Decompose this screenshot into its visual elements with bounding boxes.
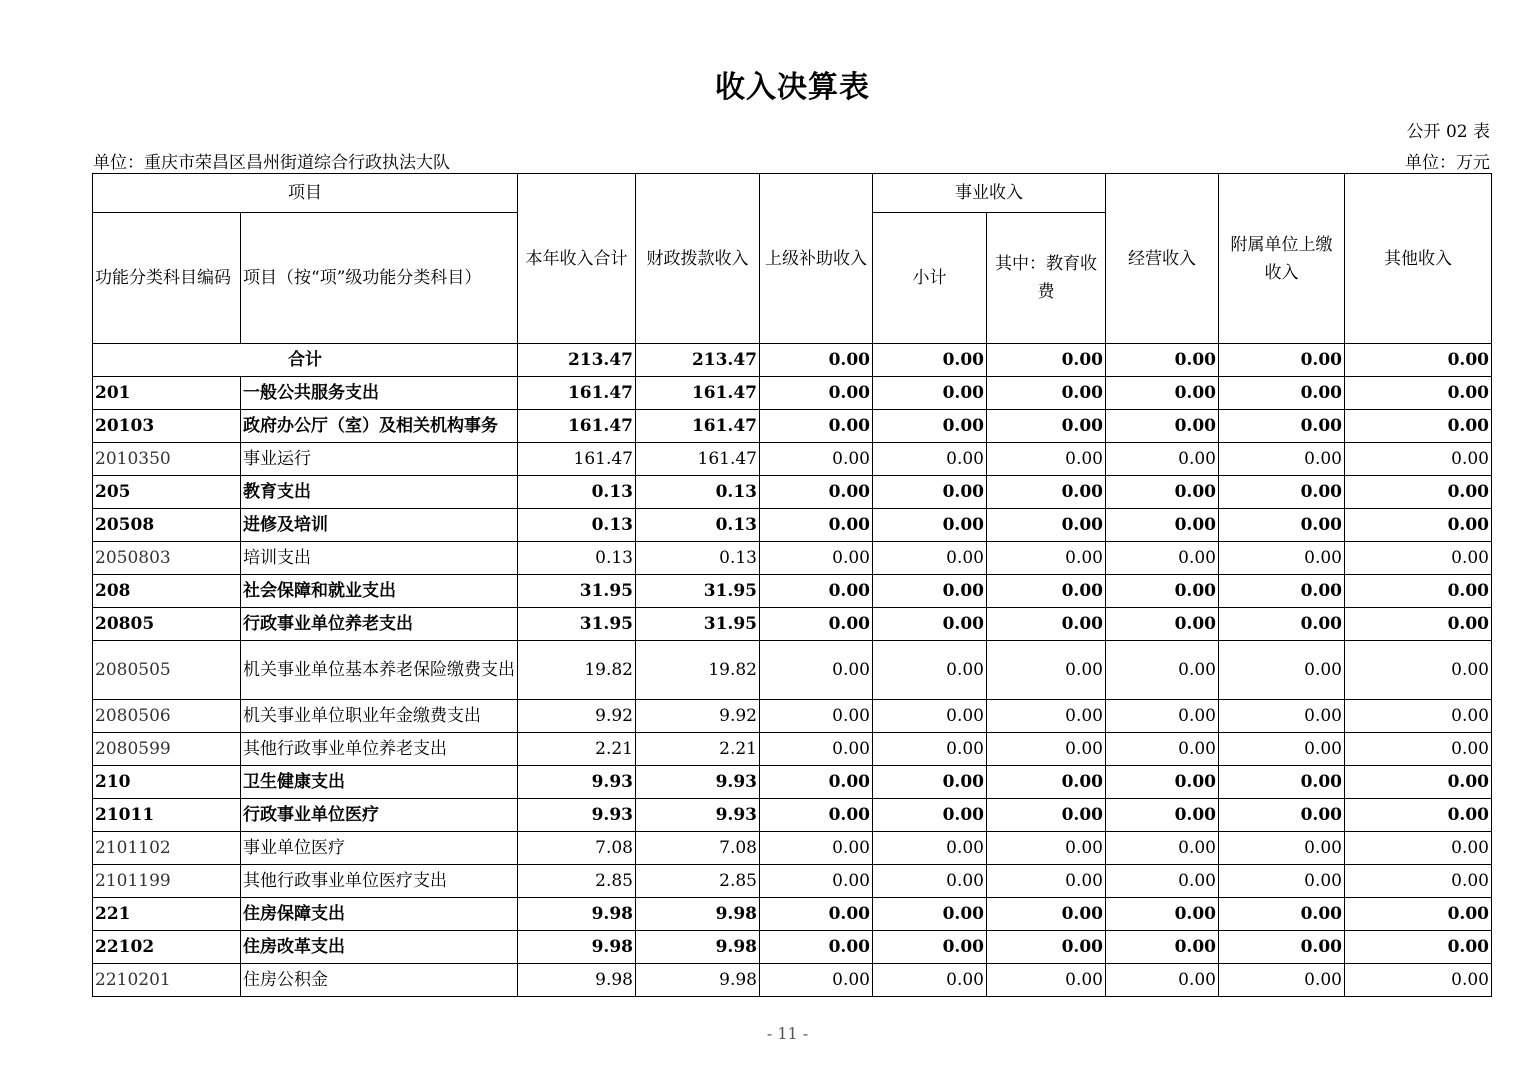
row-value: 0.00 — [1106, 865, 1219, 898]
row-value: 0.00 — [987, 377, 1106, 410]
row-value: 0.00 — [1345, 733, 1492, 766]
row-value: 9.93 — [636, 799, 760, 832]
row-value: 161.47 — [518, 377, 636, 410]
row-value: 0.13 — [518, 476, 636, 509]
table-row — [93, 733, 1492, 766]
row-value: 0.00 — [1219, 641, 1345, 700]
row-value: 9.98 — [636, 964, 760, 997]
row-value: 0.00 — [1106, 575, 1219, 608]
row-value: 0.00 — [760, 608, 873, 641]
row-value: 0.00 — [760, 766, 873, 799]
row-value: 0.00 — [873, 700, 987, 733]
row-value: 0.00 — [1106, 509, 1219, 542]
header-fiscal: 财政拨款收入 — [636, 174, 760, 344]
row-value: 31.95 — [636, 575, 760, 608]
row-value: 0.00 — [873, 542, 987, 575]
row-value: 0.00 — [1345, 931, 1492, 964]
header-project: 项目 — [93, 174, 518, 213]
row-value: 0.00 — [1219, 509, 1345, 542]
row-value: 2.21 — [518, 733, 636, 766]
row-code: 2101102 — [93, 832, 241, 865]
row-value: 0.00 — [987, 964, 1106, 997]
row-value: 2.21 — [636, 733, 760, 766]
row-value: 0.00 — [760, 799, 873, 832]
row-value: 0.00 — [760, 575, 873, 608]
row-value: 0.00 — [987, 641, 1106, 700]
row-value: 19.82 — [518, 641, 636, 700]
row-value: 0.00 — [873, 410, 987, 443]
row-value: 0.00 — [987, 799, 1106, 832]
row-value: 0.00 — [1345, 700, 1492, 733]
page-number: - 11 - — [766, 1024, 809, 1043]
row-value: 0.00 — [873, 608, 987, 641]
table-row — [93, 542, 1492, 575]
row-value: 7.08 — [636, 832, 760, 865]
row-value: 0.00 — [987, 700, 1106, 733]
row-value: 2.85 — [636, 865, 760, 898]
row-code: 20805 — [93, 608, 241, 641]
table-row — [93, 443, 1492, 476]
row-code: 208 — [93, 575, 241, 608]
total-row — [93, 344, 1492, 377]
row-value: 9.93 — [518, 799, 636, 832]
table-row — [93, 700, 1492, 733]
row-value: 0.00 — [1106, 964, 1219, 997]
row-value: 0.00 — [873, 641, 987, 700]
row-value: 0.00 — [1219, 766, 1345, 799]
row-value: 0.13 — [636, 476, 760, 509]
row-value: 0.00 — [1106, 641, 1219, 700]
row-value: 0.00 — [1345, 832, 1492, 865]
row-value: 0.00 — [873, 898, 987, 931]
row-value: 0.00 — [873, 964, 987, 997]
table-row — [93, 608, 1492, 641]
row-value: 0.00 — [1219, 542, 1345, 575]
row-value: 0.00 — [1345, 410, 1492, 443]
row-value: 0.00 — [987, 865, 1106, 898]
page-title: 收入决算表 — [715, 70, 870, 105]
table-row — [93, 832, 1492, 865]
row-value: 9.98 — [518, 931, 636, 964]
row-value: 0.00 — [1219, 377, 1345, 410]
form-number: 公开 02 表 — [1406, 122, 1490, 142]
row-code: 210 — [93, 766, 241, 799]
row-code: 20103 — [93, 410, 241, 443]
table-header — [93, 174, 1492, 344]
row-code: 2101199 — [93, 865, 241, 898]
row-name: 其他行政事业单位医疗支出 — [241, 865, 518, 898]
row-value: 0.00 — [873, 799, 987, 832]
row-value: 31.95 — [518, 575, 636, 608]
row-value: 7.08 — [518, 832, 636, 865]
row-value: 0.00 — [873, 443, 987, 476]
row-value: 31.95 — [518, 608, 636, 641]
row-name: 一般公共服务支出 — [241, 377, 518, 410]
row-value: 0.00 — [1345, 641, 1492, 700]
row-value: 0.00 — [760, 509, 873, 542]
income-table — [92, 173, 1492, 997]
row-value: 0.00 — [760, 700, 873, 733]
row-value: 0.00 — [1106, 476, 1219, 509]
header-operating: 经营收入 — [1106, 174, 1219, 344]
row-value: 0.13 — [518, 542, 636, 575]
row-code: 2010350 — [93, 443, 241, 476]
row-value: 0.00 — [987, 832, 1106, 865]
row-value: 0.00 — [1345, 608, 1492, 641]
row-value: 19.82 — [636, 641, 760, 700]
row-value: 0.00 — [1219, 865, 1345, 898]
total-value: 0.00 — [987, 344, 1106, 377]
row-value: 0.00 — [1345, 542, 1492, 575]
row-name: 机关事业单位基本养老保险缴费支出 — [241, 641, 518, 700]
row-value: 0.00 — [1106, 377, 1219, 410]
row-value: 0.00 — [873, 575, 987, 608]
row-value: 0.00 — [1106, 931, 1219, 964]
row-value: 0.00 — [1219, 832, 1345, 865]
row-value: 9.92 — [518, 700, 636, 733]
row-name: 行政事业单位养老支出 — [241, 608, 518, 641]
row-value: 0.00 — [1106, 443, 1219, 476]
currency-unit: 单位：万元 — [1405, 153, 1490, 173]
row-value: 0.00 — [760, 410, 873, 443]
row-value: 0.00 — [873, 733, 987, 766]
row-value: 161.47 — [518, 443, 636, 476]
header-func-code: 功能分类科目编码 — [93, 213, 241, 344]
header-business-group: 事业收入 — [873, 174, 1106, 213]
row-value: 0.00 — [760, 443, 873, 476]
row-value: 0.00 — [1345, 377, 1492, 410]
row-value: 9.92 — [636, 700, 760, 733]
row-value: 0.00 — [1219, 898, 1345, 931]
row-value: 161.47 — [636, 443, 760, 476]
row-value: 9.93 — [636, 766, 760, 799]
row-value: 0.00 — [760, 865, 873, 898]
row-value: 0.00 — [760, 898, 873, 931]
row-value: 0.00 — [1345, 443, 1492, 476]
table-row — [93, 766, 1492, 799]
row-value: 0.00 — [987, 410, 1106, 443]
header-other: 其他收入 — [1345, 174, 1492, 344]
row-value: 0.13 — [636, 509, 760, 542]
row-code: 2080506 — [93, 700, 241, 733]
row-value: 0.13 — [518, 509, 636, 542]
row-value: 31.95 — [636, 608, 760, 641]
row-value: 0.00 — [760, 964, 873, 997]
row-code: 2050803 — [93, 542, 241, 575]
row-value: 0.00 — [873, 766, 987, 799]
row-value: 9.98 — [518, 898, 636, 931]
row-value: 0.00 — [1345, 509, 1492, 542]
row-code: 2080599 — [93, 733, 241, 766]
row-value: 0.00 — [1106, 766, 1219, 799]
row-value: 0.00 — [760, 542, 873, 575]
row-code: 22102 — [93, 931, 241, 964]
row-value: 0.00 — [873, 865, 987, 898]
row-name: 住房保障支出 — [241, 898, 518, 931]
row-value: 0.00 — [1106, 700, 1219, 733]
row-name: 社会保障和就业支出 — [241, 575, 518, 608]
row-name: 进修及培训 — [241, 509, 518, 542]
row-name: 其他行政事业单位养老支出 — [241, 733, 518, 766]
total-label: 合计 — [93, 344, 518, 377]
row-value: 9.93 — [518, 766, 636, 799]
row-value: 0.13 — [636, 542, 760, 575]
header-education: 其中：教育收费 — [987, 213, 1106, 344]
table-body — [93, 344, 1492, 997]
row-name: 机关事业单位职业年金缴费支出 — [241, 700, 518, 733]
row-value: 9.98 — [636, 898, 760, 931]
row-value: 0.00 — [1219, 476, 1345, 509]
row-value: 0.00 — [1106, 733, 1219, 766]
row-value: 0.00 — [1219, 964, 1345, 997]
row-value: 0.00 — [987, 542, 1106, 575]
row-value: 0.00 — [1345, 575, 1492, 608]
row-name: 培训支出 — [241, 542, 518, 575]
row-value: 0.00 — [760, 377, 873, 410]
row-value: 0.00 — [1219, 410, 1345, 443]
row-value: 0.00 — [987, 443, 1106, 476]
row-value: 0.00 — [873, 509, 987, 542]
row-value: 0.00 — [760, 476, 873, 509]
row-value: 0.00 — [987, 476, 1106, 509]
row-value: 0.00 — [1345, 766, 1492, 799]
total-value: 213.47 — [518, 344, 636, 377]
table-row — [93, 575, 1492, 608]
row-value: 0.00 — [1106, 410, 1219, 443]
row-value: 0.00 — [873, 832, 987, 865]
total-value: 0.00 — [873, 344, 987, 377]
row-code: 2210201 — [93, 964, 241, 997]
reporting-unit: 单位：重庆市荣昌区昌州街道综合行政执法大队 — [93, 153, 450, 173]
row-value: 0.00 — [1345, 799, 1492, 832]
table-row — [93, 476, 1492, 509]
total-value: 0.00 — [760, 344, 873, 377]
row-value: 0.00 — [987, 575, 1106, 608]
table-row — [93, 964, 1492, 997]
row-value: 0.00 — [1219, 733, 1345, 766]
row-value: 0.00 — [1345, 898, 1492, 931]
row-value: 0.00 — [1219, 700, 1345, 733]
row-value: 0.00 — [1345, 476, 1492, 509]
row-value: 0.00 — [1106, 608, 1219, 641]
row-code: 2080505 — [93, 641, 241, 700]
row-value: 0.00 — [1219, 575, 1345, 608]
row-name: 事业运行 — [241, 443, 518, 476]
row-value: 0.00 — [1345, 865, 1492, 898]
table-row — [93, 799, 1492, 832]
table-row — [93, 377, 1492, 410]
table-row — [93, 865, 1492, 898]
total-value: 0.00 — [1345, 344, 1492, 377]
row-name: 住房改革支出 — [241, 931, 518, 964]
header-subtotal: 小计 — [873, 213, 987, 344]
row-value: 0.00 — [1219, 608, 1345, 641]
row-value: 0.00 — [1106, 832, 1219, 865]
row-name: 教育支出 — [241, 476, 518, 509]
row-name: 事业单位医疗 — [241, 832, 518, 865]
table-row — [93, 641, 1492, 700]
row-value: 161.47 — [518, 410, 636, 443]
row-code: 20508 — [93, 509, 241, 542]
row-value: 0.00 — [987, 733, 1106, 766]
row-value: 9.98 — [636, 931, 760, 964]
row-value: 9.98 — [518, 964, 636, 997]
row-value: 0.00 — [760, 931, 873, 964]
table-row — [93, 410, 1492, 443]
table-row — [93, 931, 1492, 964]
header-func-name: 项目（按“项”级功能分类科目） — [241, 213, 518, 344]
total-value: 0.00 — [1219, 344, 1345, 377]
row-value: 0.00 — [760, 733, 873, 766]
header-superior: 上级补助收入 — [760, 174, 873, 344]
row-value: 0.00 — [1106, 799, 1219, 832]
row-code: 221 — [93, 898, 241, 931]
row-value: 0.00 — [1219, 799, 1345, 832]
row-value: 0.00 — [760, 641, 873, 700]
row-value: 0.00 — [987, 766, 1106, 799]
row-code: 201 — [93, 377, 241, 410]
row-value: 0.00 — [987, 509, 1106, 542]
row-value: 0.00 — [873, 931, 987, 964]
row-name: 政府办公厅（室）及相关机构事务 — [241, 410, 518, 443]
total-value: 213.47 — [636, 344, 760, 377]
row-value: 0.00 — [873, 476, 987, 509]
row-name: 行政事业单位医疗 — [241, 799, 518, 832]
row-value: 0.00 — [1219, 931, 1345, 964]
row-value: 0.00 — [1219, 443, 1345, 476]
total-value: 0.00 — [1106, 344, 1219, 377]
table-row — [93, 898, 1492, 931]
row-value: 0.00 — [1345, 964, 1492, 997]
header-total-income: 本年收入合计 — [518, 174, 636, 344]
row-value: 0.00 — [760, 832, 873, 865]
header-affiliated: 附属单位上缴收入 — [1219, 174, 1345, 344]
row-value: 0.00 — [987, 898, 1106, 931]
row-value: 0.00 — [1106, 542, 1219, 575]
row-value: 0.00 — [987, 608, 1106, 641]
row-name: 卫生健康支出 — [241, 766, 518, 799]
row-value: 161.47 — [636, 410, 760, 443]
row-value: 0.00 — [1106, 898, 1219, 931]
row-value: 0.00 — [873, 377, 987, 410]
row-value: 0.00 — [987, 931, 1106, 964]
row-code: 21011 — [93, 799, 241, 832]
table-row — [93, 509, 1492, 542]
row-name: 住房公积金 — [241, 964, 518, 997]
row-value: 161.47 — [636, 377, 760, 410]
row-code: 205 — [93, 476, 241, 509]
row-value: 2.85 — [518, 865, 636, 898]
